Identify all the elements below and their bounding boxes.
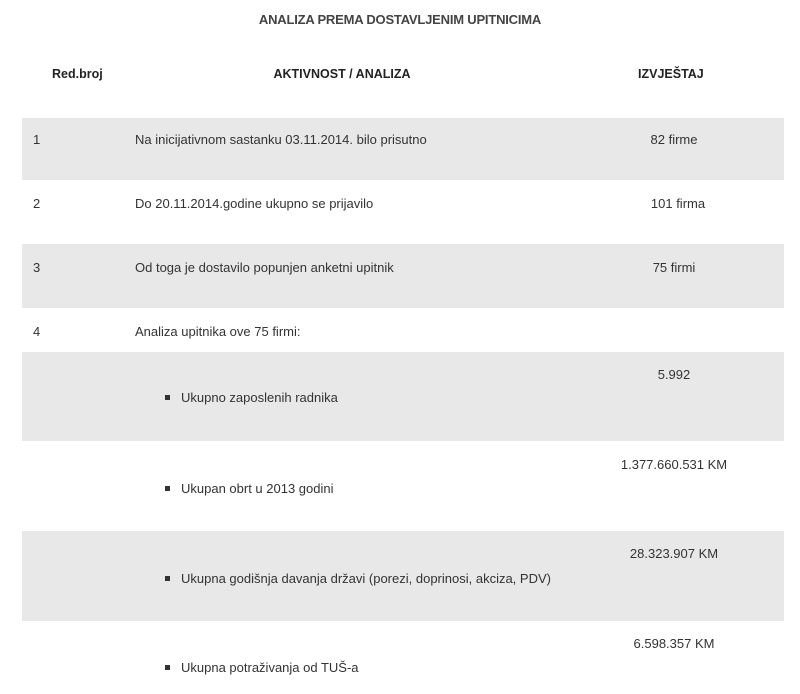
table-row bbox=[22, 531, 784, 621]
header-red-broj: Red.broj bbox=[52, 67, 103, 81]
table-row bbox=[22, 308, 784, 352]
bullet-icon bbox=[165, 576, 170, 581]
row-activity: Do 20.11.2014.godine ukupno se prijavilo bbox=[135, 196, 374, 211]
subrow-activity bbox=[165, 390, 338, 405]
row-number: 2 bbox=[33, 196, 41, 211]
subrow-report: 6.598.357 KM bbox=[633, 636, 715, 651]
table-row bbox=[22, 352, 784, 441]
row-report: 82 firme bbox=[650, 132, 698, 147]
subrow-label: Ukupan obrt u 2013 godini bbox=[181, 481, 334, 496]
row-number: 4 bbox=[33, 324, 41, 339]
bullet-icon bbox=[165, 665, 170, 670]
table-row bbox=[22, 621, 784, 694]
bullet-icon bbox=[165, 395, 170, 400]
table-title: ANALIZA PREMA DOSTAVLJENIM UPITNICIMA bbox=[258, 12, 542, 27]
subrow-report: 1.377.660.531 KM bbox=[620, 457, 728, 472]
subrow-report: 28.323.907 KM bbox=[629, 546, 719, 561]
bullet-icon bbox=[165, 486, 170, 491]
row-number: 1 bbox=[33, 132, 41, 147]
subrow-report: 5.992 bbox=[657, 367, 691, 382]
row-activity: Na inicijativnom sastanku 03.11.2014. bilo prisutno bbox=[135, 132, 427, 147]
row-report: 101 firma bbox=[650, 196, 706, 211]
subrow-activity bbox=[165, 660, 359, 675]
table-row bbox=[22, 180, 784, 244]
subrow-label: Ukupna potraživanja od TUŠ-a bbox=[181, 660, 359, 675]
header-izvjestaj: IZVJEŠTAJ bbox=[638, 67, 704, 81]
table-row bbox=[22, 118, 784, 180]
subrow-label: Ukupno zaposlenih radnika bbox=[181, 390, 338, 405]
row-activity: Analiza upitnika ove 75 firmi: bbox=[135, 324, 301, 339]
table-row bbox=[22, 441, 784, 531]
header-aktivnost: AKTIVNOST / ANALIZA bbox=[273, 67, 411, 81]
subrow-activity bbox=[165, 481, 334, 496]
row-report: 75 firmi bbox=[652, 260, 696, 275]
table-row bbox=[22, 244, 784, 308]
row-number: 3 bbox=[33, 260, 41, 275]
subrow-label: Ukupna godišnja davanja državi (porezi, doprinosi, akciza, PDV) bbox=[181, 571, 551, 586]
row-activity: Od toga je dostavilo popunjen anketni upitnik bbox=[135, 260, 394, 275]
subrow-activity bbox=[165, 571, 551, 586]
